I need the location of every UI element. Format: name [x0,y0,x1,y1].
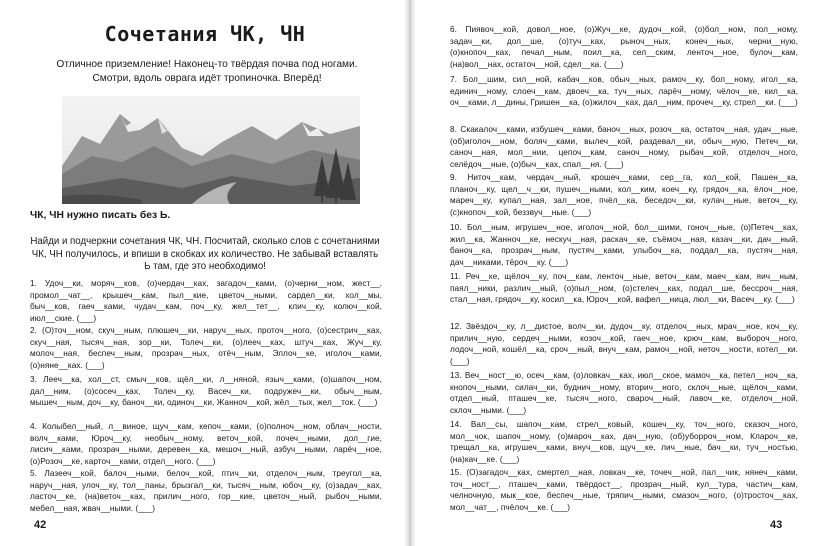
exercise-item: 15. (О)загадоч__ках, смертел__ная, ловкач__ке, точеч__ной, пал__чик, нянеч__ками, точ__ност__, пташеч__ками, твёрдост__, прозрач__ный, кул__тура, частич__кам, челночную, мык__кое, беспеч__ные, тряпич__ными, смазоч__ного, (о)тросточ__ках, мол__чат__, пчёлоч__ке. (___) [450,468,798,512]
exercise-item: 3. Лееч__ка, хол__ст, смыч__ков, щёл__ки, л__няной, языч__ками, (о)шапоч__ном, дал__ним, (о)сосеч__ках, Толеч__ку, Васеч__ки, подружеч__ки, обыч__ным, мышеч__ным, доч__ку, баноч__ки, одиноч__ки, Жанноч__кой, жёл__тых, жел__ток. (___) [30,375,382,408]
exercise-item: 9. Ниточ__кам, чердач__ный, крошеч__ками, сер__га, кол__кой, Пашен__ка, планоч__ку, щел__ч__ки, пушеч__ными, кол__ким, коеч__ку, грядоч__ка, ёлоч__ное, мареч__ку, купал__ная, зал__ное, пчёл__ка, беседоч__ки, кулач__ные, веточ__ку, (с)кнопоч__кой, беззвуч__ные. (___) [450,173,798,217]
rule-text: ЧК, ЧН нужно писать без Ь. [30,210,171,221]
exercise-item: 12. Звёздоч__ку, л__дистое, волч__ки, дудоч__ку, отделоч__ных, мрач__ное, коч__ку, прилич__ную, сердеч__ными, козоч__кой, гаеч__ное, крюч__кам, выбороч__ного, лодоч__ной, кошёл__ка, сроч__ный, внуч__кам, рамоч__ной, неточ__ности, котел__ки. (___) [450,322,798,366]
exercise-item: 8. Скакалоч__ками, избушеч__ками, баноч__ных, розоч__ка, остаточ__ная, удач__ные, (об)иголоч__ном, боляч__ками, вылеч__кой, раздевал__ки, обыч__ную, Петеч__ки, саноч__ная, мол__нии, цепоч__кам, саноч__ному, рыбач__кой, отделоч__ного, селёдоч__ные, (о)быч__ках, спал__ня. (___) [450,125,798,169]
right-page [410,0,820,546]
exercise-item: 5. Лазееч__кой, балоч__ными, белоч__кой, птич__ки, отделоч__ным, треугол__ка, наруч__ная, улоч__ку, тол__паны, брызгал__ки, тысяч__ным, юбоч__ку, (о)задач__ках, ласточ__ке, (на)веточ__ках, прилич__ного, гор__кие, цветоч__ный, рыбоч__ными, мебел__ная, жвач__ными. (___) [30,469,382,513]
mountain-landscape-illustration [62,96,360,204]
exercise-item: 2. (О)точ__ном, скуч__ным, плюшеч__ки, наруч__ных, проточ__ного, (о)сестрич__ках, скуч__ная, тысяч__ная, зор__ки, Толеч__ки, (о)лееч__ках, штуч__ках, Жуч__ку, молоч__ная, беспеч__ным, прозрач__ных, отёч__ным, Эллоч__ке, иголоч__ками, (о)няне__ках. (___) [30,326,382,370]
exercise-item: 13. Веч__ност__ю, осеч__кам, (о)ловкач__ках, июл__ское, мамоч__ка, петел__ноч__ка, кнопоч__ными, силач__ки, буднич__ному, вторич__ного, склоч__ные, щёлоч__ками, отдел__ный, пташеч__ке, тысяч__ного, свароч__ный, лавоч__ке, отделоч__ной, склоч__ными. (___) [450,371,798,415]
exercise-item: 4. Колыбел__ный, л__виное, щуч__кам, кепоч__ками, (о)полноч__ном, облач__ности, волч__ками, Юроч__ку, необыч__ному, веточ__кой, почеч__ными, дол__гие, лисич__ками, прозрач__ными, деревен__ка, мешоч__ный, азбуч__ными, ларёч__ное, (о)Розоч__ке, карточ__ками, отдел__ного. (___) [30,422,382,466]
exercise-item: 10. Бол__ным, игрушеч__ное, иголоч__ной, бол__шими, гоноч__ные, (о)Петеч__ках, жил__ка, Жанноч__ке, нескуч__ная, раскач__ке, съёмоч__ная, казач__ки, дач__ный, баноч__ка, прозрач__ным, пустяч__ками, улыбоч__ка, поддал__ка, пустяч__ная, дач__никами, тёроч__ку. (___) [450,223,798,267]
exercise-item: 7. Бол__шим, сил__ной, кабач__ков, обыч__ных, рамоч__ку, бол__ному, игол__ка, единич__ному, слоеч__кам, двоеч__ка, туч__ных, ларёч__ному, чёлоч__ке, кил__ка, оч__ками, л__дины, Гришен__ка, (о)жилоч__ках, дал__ним, прочеч__ку, стрел__ки. (___) [450,75,798,108]
exercise-item: 6. Пиявоч__кой, довол__ное, (о)Жуч__ке, дудоч__кой, (о)бол__ном, пол__ному, задач__ки, дол__ше, (о)туч__ках, рыноч__ных, конеч__ных, черни__ную, (о)кнопоч__ках, печал__ным, поил__ка, сел__ским, ленточ__ное, булоч__кам, (на)вол__нах, остаточ__ной, сдел__ка. (___) [450,25,798,69]
exercise-item: 11. Реч__ке, щёлоч__ку, поч__кам, ленточ__ные, веточ__кам, маеч__кам, яич__ным, паял__ники, различ__ный, (о)пыл__ном, (о)стелеч__ках, подал__ше, бессроч__ная, стал__ная, грядоч__ку, косил__ка, Юроч__кой, вафел__ница, люл__ки, Васеч__ку. (___) [450,272,798,305]
intro-text: Отличное приземление! Наконец-то твёрдая почва под ногами. Смотри, вдоль оврага идёт тропиночка. Вперёд! [56,59,358,84]
task-instructions: Найди и подчеркни сочетания ЧК, ЧН. Посчитай, сколько слов с сочетаниями ЧК, ЧН получилось, и впиши в скобках их количество. Не забывай вставлять Ь там, где это необходимо! [30,236,380,272]
page-number: 42 [34,519,47,531]
page-title: Сочетания ЧК, ЧН [104,22,306,46]
exercise-item: 14. Вал__сы, шапоч__кам, стрел__ковый, кошеч__ку, точ__ного, сказоч__ного, мол__чок, шапоч__ному, (о)мароч__ках, дач__ную, (об)уборроч__ном, Клароч__ке, трещал__ка, игрушеч__ками, внуч__ков, щуч__ке, лич__ные, бач__ки, туч__ностью, (на)кач__ке. (___) [450,420,798,464]
exercise-item: 1. Удоч__ки, моряч__ков, (о)чердач__ках, загадоч__ками, (о)черни__ном, жест__, промол__чат__, крышеч__кам, пыл__кие, цветоч__ными, сардел__ки, хол__мы, быч__ков, гаеч__ками, чудач__кам, поч__ку, жел__тет__, клич__ку, колюч__кой, июл__ские. (___) [30,279,382,323]
page-number: 43 [770,519,783,531]
